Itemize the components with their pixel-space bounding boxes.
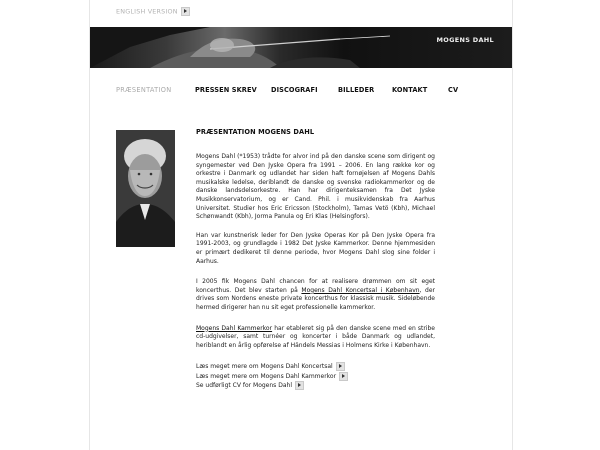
portrait-illustration <box>116 130 175 247</box>
main-content <box>196 125 435 391</box>
link-cv-more-label: Se udførligt CV for Mogens Dahl <box>196 382 292 390</box>
koncertsal-link[interactable]: Mogens Dahl Koncertsal i København <box>301 286 420 294</box>
nav-item-pressen-skrev[interactable]: PRESSEN SKREV <box>195 86 257 94</box>
link-kammerkor-more-label: Læs meget mere om Mogens Dahl Kammerkor <box>196 372 337 380</box>
link-cv-more[interactable] <box>196 381 435 390</box>
nav-item-praesentation[interactable]: PRÆSENTATION <box>116 86 172 94</box>
kammerkor-paragraph <box>196 325 435 351</box>
banner-title: MOGENS DAHL <box>436 36 494 44</box>
nav-item-cv[interactable]: CV <box>448 86 459 94</box>
english-version-label: ENGLISH VERSION <box>116 7 178 16</box>
more-links <box>196 362 435 390</box>
arrow-right-icon <box>336 362 345 371</box>
koncertsal-text-after: , der drives som Nordens eneste private koncerthus for klassisk musik. Sideløbende hermed dirigerer han nu sit eget professionelle kammerkor. <box>196 286 436 311</box>
kammerkor-link[interactable]: Mogens Dahl Kammerkor <box>196 324 273 332</box>
arrow-right-icon <box>181 7 190 16</box>
nav-item-billeder[interactable]: BILLEDER <box>338 86 375 94</box>
intro-paragraph: Mogens Dahl (*1953) trådte for alvor ind på den danske scene som dirigent og syngemester ved Den Jyske Opera fra 1991 – 2006. En lang række kor og orkestre i Danmark og udlandet har siden haft fornøjelsen af Mogens Dahls musikalske ledelse, deriblandt de danske og svenske radiokammerkor og de danske landsdelsorkestre. Han har dirigenteksamen fra Det Jyske Musikkonservatorium, og er Cand. Phil. i musikvidenskab fra Aarhus Universitet. Studier hos Eric Ericsson (Stockholm), Tamas Vetö (Kbh), Michael Schønwandt (Kbh), Jorma Panula og Eri Klas (Helsingfors). <box>196 153 435 221</box>
conductor-banner-image <box>90 27 512 68</box>
portrait-photo <box>116 130 175 247</box>
page-container <box>89 0 513 450</box>
koncertsal-paragraph <box>196 278 435 312</box>
top-bar <box>90 0 512 24</box>
link-koncertsal-more[interactable] <box>196 362 435 371</box>
opera-paragraph: Han var kunstnerisk leder for Den Jyske Operas Kor på Den Jyske Opera fra 1991-2003, og grundlagde i 1982 Det Jyske Kammerkor. Denne hjemmesiden er primært dedikeret til denne periode, hvor Mogens Dahl slog sine folder i Aarhus. <box>196 231 435 265</box>
header-banner <box>90 27 512 68</box>
page-title: PRÆSENTATION MOGENS DAHL <box>196 128 315 136</box>
arrow-right-icon <box>295 381 304 390</box>
link-kammerkor-more[interactable] <box>196 372 435 381</box>
link-koncertsal-more-label: Læs meget mere om Mogens Dahl Koncertsal <box>196 363 333 371</box>
arrow-right-icon <box>339 372 348 381</box>
koncertsal-text-before: I 2005 fik Mogens Dahl chancen for at realisere drømmen om sit eget koncerthus. Det blev starten på <box>196 278 435 294</box>
nav-item-discografi[interactable]: DISCOGRAFI <box>271 86 318 94</box>
nav-item-kontakt[interactable]: KONTAKT <box>392 86 428 94</box>
english-version-link[interactable] <box>116 7 190 16</box>
kammerkor-text-after: har etableret sig på den danske scene med en stribe cd-udgivelser, samt turnéer og koncerter i både Danmark og udlandet, heriblandt en årlig opførelse af Händels Messias i Holmens Kirke i København. <box>196 324 435 349</box>
